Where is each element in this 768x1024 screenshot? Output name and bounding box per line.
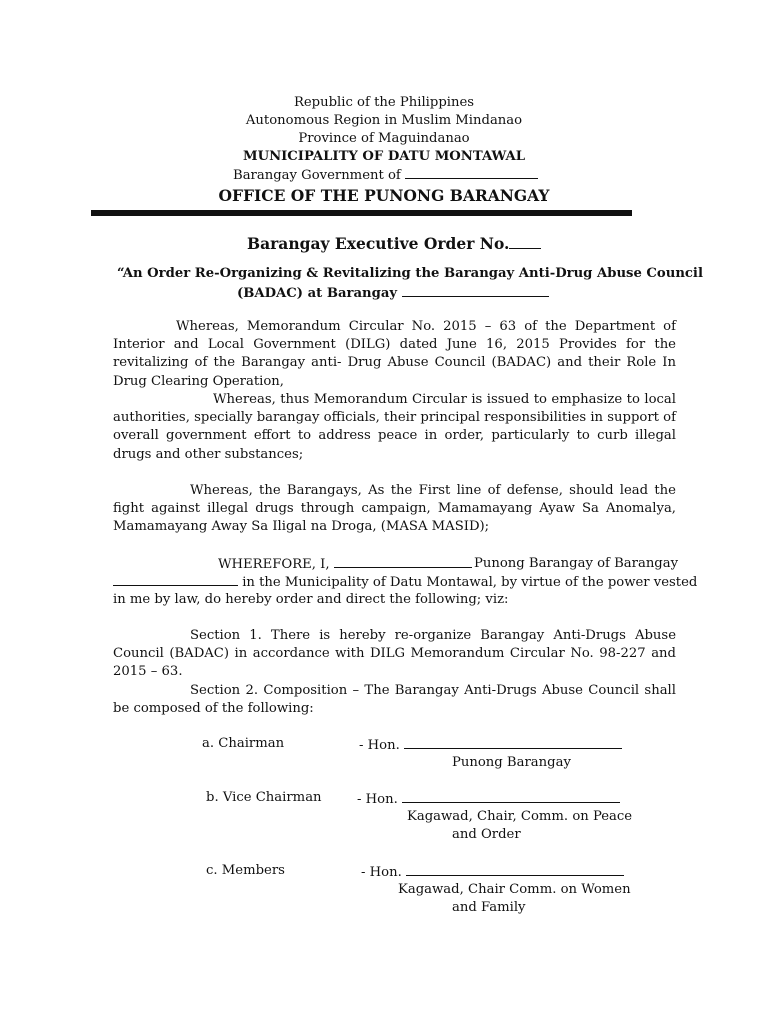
wherefore-label: WHEREFORE, I, bbox=[218, 557, 330, 572]
header-region: Autonomous Region in Muslim Mindanao bbox=[245, 113, 523, 128]
executive-order-title-text: Barangay Executive Order No. bbox=[247, 234, 510, 253]
composition-hon-chairman bbox=[359, 736, 622, 753]
hon-prefix: - Hon. bbox=[361, 865, 402, 880]
header-municipality: MUNICIPALITY OF DATU MONTAWAL bbox=[242, 149, 525, 164]
section-1: Section 1. There is hereby re-organize Barangay Anti-Drugs Abuse Council (BADAC) in accordance with DILG Memorandum Circular No. 98-227 and 2015 – 63. bbox=[113, 628, 676, 680]
chairman-name-blank bbox=[404, 736, 622, 749]
composition-desc-members-line2: and Family bbox=[452, 900, 526, 915]
whereas-paragraph-1: Whereas, Memorandum Circular No. 2015 – 63 of the Department of Interior and Local Government (DILG) dated June 16, 2015 Provides for the revitalizing of the Barangay anti- Drug Abuse Council (BADAC) and their Role In Drug Clearing Operation, bbox=[113, 319, 676, 389]
header-republic: Republic of the Philippines bbox=[293, 95, 475, 110]
subtitle-barangay-blank bbox=[402, 284, 549, 297]
composition-role-members: c. Members bbox=[206, 863, 285, 878]
barangay-name-blank bbox=[405, 166, 538, 179]
order-subtitle-line1: “An Order Re-Organizing & Revitalizing the Barangay Anti-Drug Abuse Council bbox=[117, 266, 703, 281]
hon-prefix: - Hon. bbox=[357, 792, 398, 807]
vice-chairman-name-blank bbox=[402, 790, 620, 803]
order-subtitle-line2 bbox=[237, 284, 549, 303]
whereas-paragraph-2: Whereas, thus Memorandum Circular is issued to emphasize to local authorities, specially barangay officials, their principal responsibilities in support of overall government effort to address peace in order, particularly to curb illegal drugs and other substances; bbox=[113, 392, 676, 462]
wherefore-line-3: in me by law, do hereby order and direct the following; viz: bbox=[113, 592, 509, 607]
wherefore-barangay-blank bbox=[113, 573, 238, 586]
member-name-blank bbox=[406, 863, 624, 876]
composition-desc-members-line1: Kagawad, Chair Comm. on Women bbox=[398, 882, 631, 897]
order-subtitle-line2-text: (BADAC) at Barangay bbox=[237, 286, 398, 301]
composition-desc-vice-chairman-line2: and Order bbox=[452, 827, 521, 842]
composition-hon-vice-chairman bbox=[357, 790, 620, 807]
header-barangay-government-label: Barangay Government of bbox=[233, 168, 401, 183]
wherefore-line-2 bbox=[113, 573, 697, 592]
wherefore-line-1-right: Punong Barangay of Barangay bbox=[474, 556, 679, 571]
composition-hon-members bbox=[361, 863, 624, 880]
composition-desc-vice-chairman-line1: Kagawad, Chair, Comm. on Peace bbox=[407, 809, 633, 824]
composition-desc-chairman: Punong Barangay bbox=[452, 755, 571, 770]
composition-role-vice-chairman: b. Vice Chairman bbox=[206, 790, 322, 805]
header-province: Province of Maguindanao bbox=[298, 131, 470, 146]
executive-order-title bbox=[247, 234, 541, 254]
composition-role-chairman: a. Chairman bbox=[202, 736, 285, 751]
section-2: Section 2. Composition – The Barangay Anti-Drugs Abuse Council shall be composed of the following: bbox=[113, 683, 676, 717]
header-barangay-government bbox=[233, 166, 538, 185]
wherefore-line-1-left bbox=[218, 555, 472, 574]
hon-prefix: - Hon. bbox=[359, 738, 400, 753]
order-number-blank bbox=[509, 235, 541, 249]
whereas-paragraph-3: Whereas, the Barangays, As the First line of defense, should lead the fight against illegal drugs through campaign, Mamamayang Ayaw Sa Anomalya, Mamamayang Away Sa Iligal na Droga, (MASA MASID); bbox=[113, 483, 676, 535]
punong-barangay-name-blank bbox=[334, 555, 472, 568]
header-office: OFFICE OF THE PUNONG BARANGAY bbox=[218, 186, 550, 205]
wherefore-line-2-text: in the Municipality of Datu Montawal, by virtue of the power vested bbox=[242, 575, 698, 590]
header-divider bbox=[91, 210, 632, 216]
